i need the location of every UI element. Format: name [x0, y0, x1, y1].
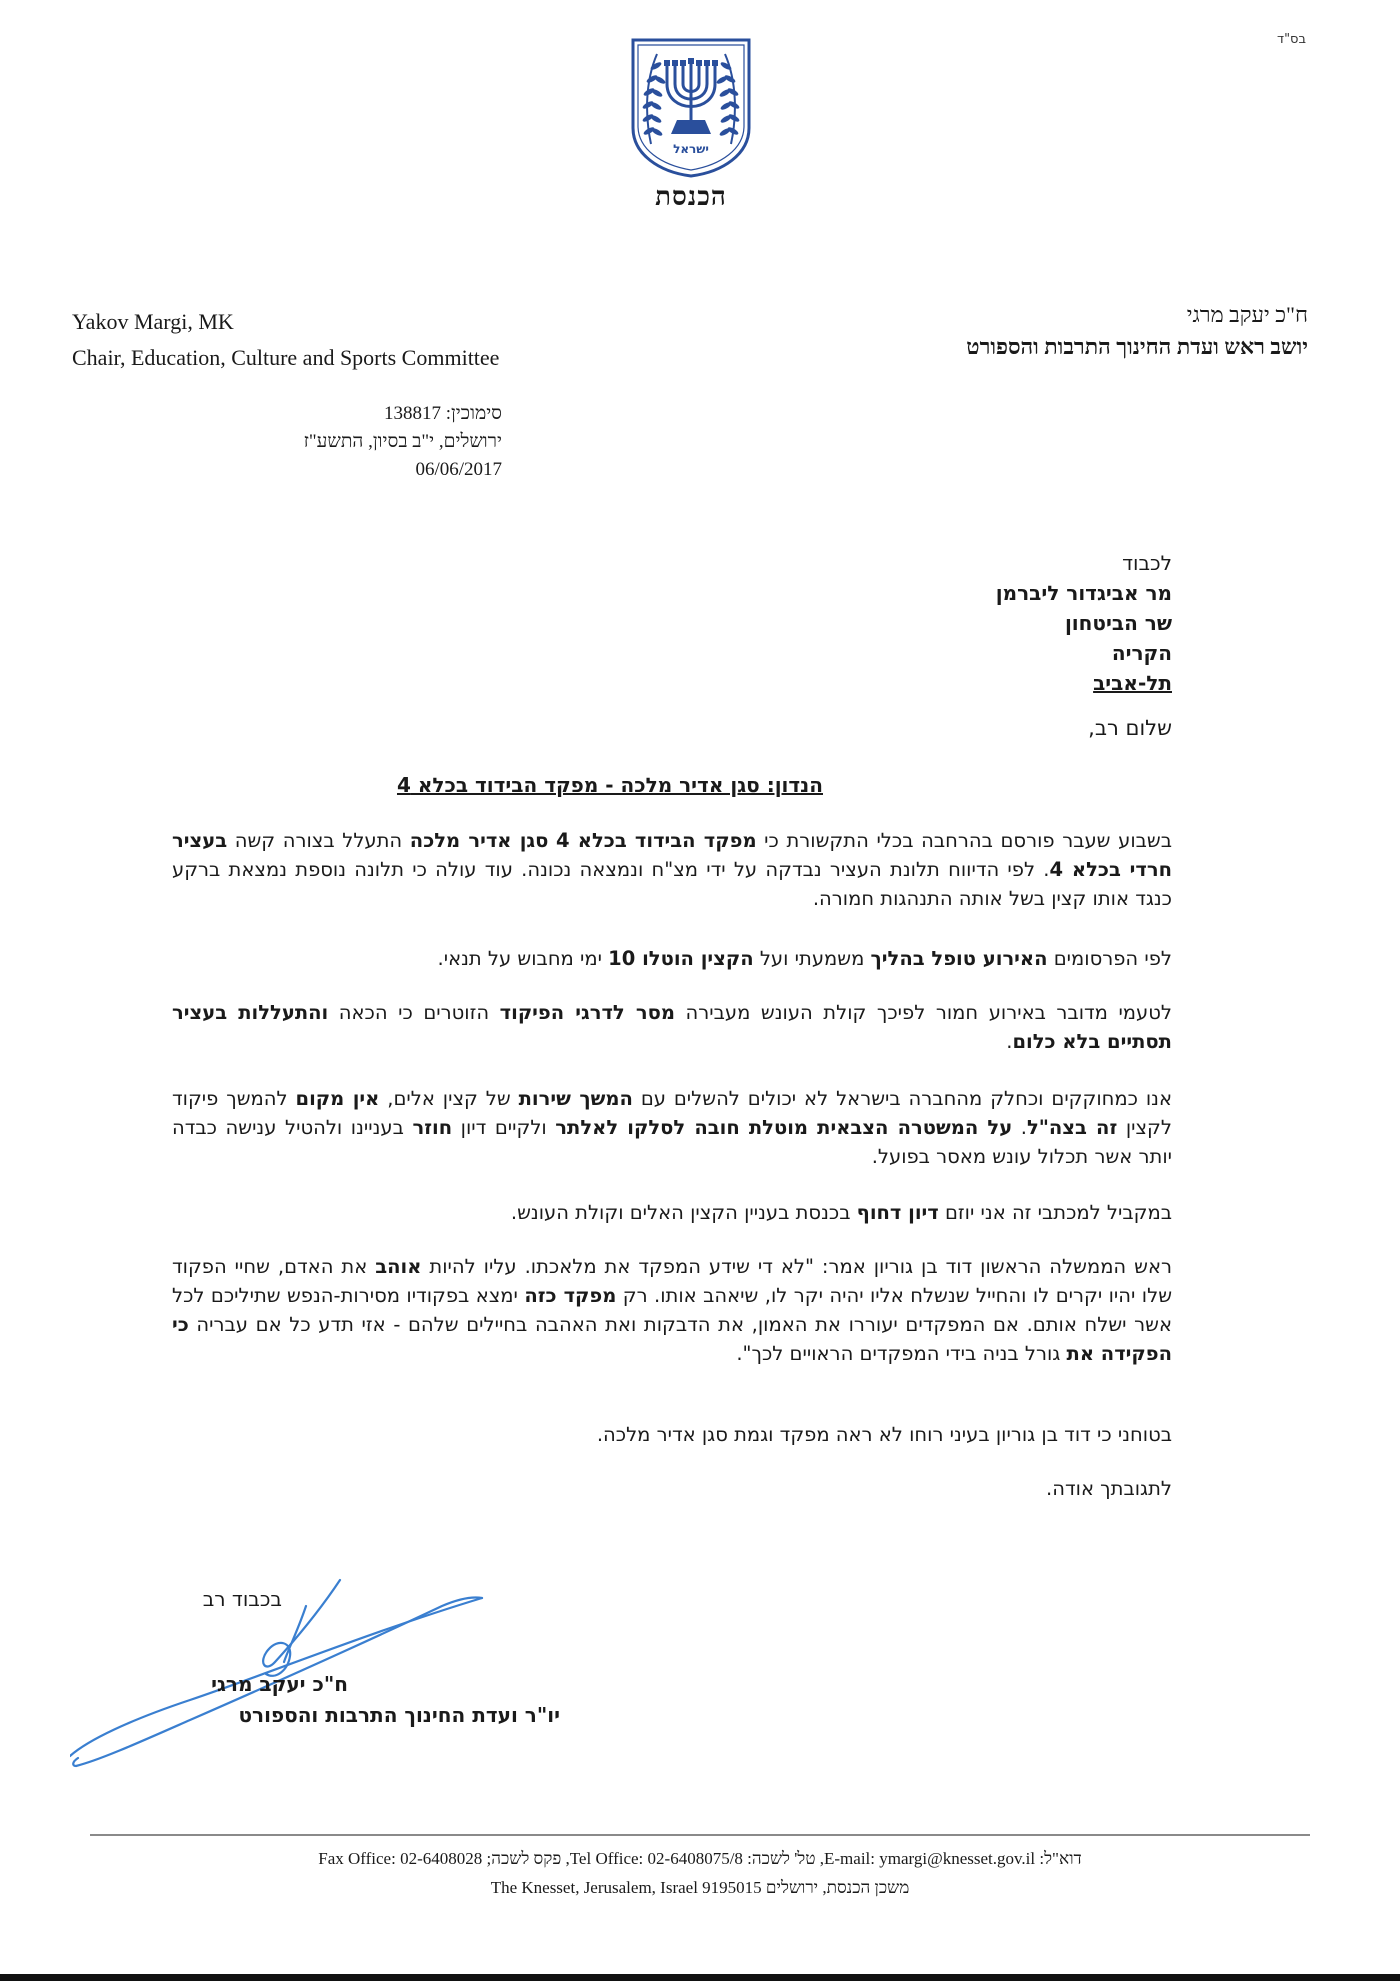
paragraph-text-run: סגן אדיר מלכה	[409, 829, 549, 852]
page-mark: בס"ד	[1276, 32, 1306, 47]
footer-divider	[90, 1834, 1310, 1836]
paragraph-text-run: ראש הממשלה הראשון דוד בן גוריון אמר: "לא די שידע המפקד את מלאכתו. עליו להיות	[421, 1255, 1172, 1278]
paragraph-text-run: מפקד הבידוד בכלא 4	[556, 829, 757, 852]
scan-edge-bar	[0, 1974, 1400, 1981]
greeting: שלום רב,	[1088, 716, 1172, 740]
hebrew-date: ירושלים, י"ב בסיון, התשע"ז	[303, 431, 502, 452]
paragraph-text-run: לטעמי מדובר באירוע חמור לפיכך קולת העונש מעבירה	[674, 1001, 1172, 1024]
footer-address-line: The Knesset, Jerusalem, Israel 9195015 משכן הכנסת, ירושלים	[490, 1878, 910, 1897]
body-paragraph-7	[172, 1420, 1172, 1449]
signer-name: ח"כ יעקב מרגי	[211, 1672, 348, 1696]
paragraph-text-run: גורל בניה בידי המפקדים הראויים לכך".	[736, 1342, 1067, 1365]
paragraph-text-run: זה בצה"ל	[1026, 1116, 1118, 1139]
paragraph-text-run: כי הפקידה את	[172, 1313, 1172, 1365]
paragraph-text-run: בעציר חרדי בכלא 4	[172, 829, 1172, 881]
paragraph-text-run: בשבוע שעבר פורסם בהרחבה בכלי התקשורת כי	[756, 829, 1172, 852]
paragraph-text-run: חוזר	[412, 1116, 453, 1139]
paragraph-text-run: התעלל בצורה קשה	[227, 829, 410, 852]
knesset-wordmark: הכנסת	[655, 182, 727, 211]
body-paragraph-1	[172, 826, 1172, 913]
paragraph-text-run: להמשך פיקוד לקצין	[172, 1087, 1172, 1139]
sender-english	[72, 304, 692, 376]
addressee-city: תל-אביב	[1093, 671, 1172, 695]
body-paragraph-4	[172, 1084, 1172, 1171]
paragraph-text-run: בכנסת בעניין הקצין האלים וקולת העונש.	[510, 1201, 857, 1224]
paragraph-text-run: הקצין הוטלו 10	[608, 947, 754, 970]
paragraph-text-run: במקביל למכתבי זה אני יוזם	[938, 1201, 1172, 1224]
paragraph-text-run: בטוחני כי דוד בן גוריון בעיני רוחו לא ראה מפקד וגמת סגן אדיר מלכה.	[596, 1423, 1172, 1446]
sender-name-en: Yakov Margi, MK	[72, 309, 234, 334]
paragraph-text-run: והתעללות בעציר תסתיים בלא כלום	[172, 1001, 1172, 1053]
paragraph-text-run: ימצא בפקודיו מסירות-הנפש שתיליכם לכל אשר ישלח אותם. אם המפקדים יעוררו את האמון, את הדבקות ואת האהבה בחיילים שלהם - אזי תדע כל אם עבריה	[172, 1284, 1172, 1336]
body-paragraph-8	[172, 1474, 1172, 1503]
paragraph-text-run: לתגובתך אודה.	[1046, 1477, 1172, 1500]
paragraph-text-run: את האדם, שחיי הפקוד שלו יהיו יקרים לו והחייל שנשלח אליו יהיה יקר לו, שיאהב אותו. רק	[172, 1255, 1173, 1307]
paragraph-text-run: האירוע טופל בהליך	[870, 947, 1048, 970]
addressee-honorific: לכבוד	[1122, 551, 1172, 575]
closing-salutation: בכבוד רב	[202, 1587, 282, 1611]
paragraph-text-run: מפקד כזה	[524, 1284, 617, 1307]
paragraph-text-run: המשך שירות	[518, 1087, 633, 1110]
paragraph-text-run: דיון דחוף	[856, 1201, 939, 1224]
handwritten-signature-icon	[70, 1570, 500, 1770]
reference-number: סימוכין: 138817	[383, 403, 502, 424]
paragraph-text-run: על המשטרה הצבאית מוטלת חובה לסלקו לאלתר	[555, 1116, 1013, 1139]
paragraph-text-run: . לפי הדיווח תלונת העציר נבדקה על ידי מצ"ח ונמצאה נכונה. עוד עולה כי תלונה נוספת נמצאת ברקע כנגד אותו קצין בשל אותה התנהגות חמורה.	[172, 858, 1172, 910]
addressee-role: שר הביטחון	[1064, 611, 1172, 635]
letter-date: 06/06/2017	[415, 459, 502, 480]
sender-title-en: Chair, Education, Culture and Sports Committee	[72, 345, 500, 370]
paragraph-text-run: לפי הפרסומים	[1047, 947, 1172, 970]
paragraph-text-run: אוהב	[375, 1255, 422, 1278]
knesset-emblem-icon	[627, 36, 755, 178]
paragraph-text-run: משמעתי ועל	[753, 947, 871, 970]
paragraph-text-run: אנו כמחוקקים וכחלק מהחברה בישראל לא יכולים להשלים עם	[632, 1087, 1173, 1110]
paragraph-text-run: .	[1012, 1116, 1027, 1139]
signer-title: יו"ר ועדת החינוך התרבות והספורט	[238, 1703, 560, 1727]
addressee-name: מר אביגדור ליברמן	[995, 581, 1172, 605]
paragraph-text-run: אין מקום	[295, 1087, 380, 1110]
body-paragraph-5	[172, 1198, 1172, 1227]
paragraph-text-run	[548, 829, 556, 852]
emblem-text: ישראל	[673, 142, 709, 156]
paragraph-text-run: ולקיים דיון	[452, 1116, 556, 1139]
footer-contact-line: Fax Office: 02-6408028 ;פקס לשכה ,Tel Office: 02-6408075/8 :טל' לשכה ,E-mail: ymargi@knesset.gov.il :דוא"ל	[318, 1849, 1082, 1868]
paragraph-text-run: הזוטרים כי הכאה	[328, 1001, 500, 1024]
paragraph-text-run: מסר לדרגי הפיקוד	[499, 1001, 675, 1024]
body-paragraph-3	[172, 998, 1172, 1056]
addressee-block	[712, 548, 1172, 698]
sender-name-he: ח"כ יעקב מרגי	[1186, 302, 1308, 327]
paragraph-text-run: .	[1006, 1030, 1013, 1053]
addressee-place: הקריה	[1111, 641, 1172, 665]
body-paragraph-2	[172, 944, 1172, 973]
reference-block	[192, 400, 502, 484]
paragraph-text-run: ימי מחבוש על תנאי.	[437, 947, 609, 970]
body-paragraph-6	[172, 1252, 1172, 1368]
sender-title-he: יושב ראש ועדת החינוך התרבות והספורט	[966, 334, 1308, 359]
paragraph-text-run: של קצין אלים,	[379, 1087, 519, 1110]
sender-hebrew	[708, 302, 1308, 360]
paragraph-text-run: בעניינו ולהטיל ענישה כבדה יותר אשר תכלול עונש מאסר בפועל.	[172, 1116, 1172, 1168]
letter-subject: הנדון: סגן אדיר מלכה - מפקד הבידוד בכלא 4	[396, 773, 823, 797]
